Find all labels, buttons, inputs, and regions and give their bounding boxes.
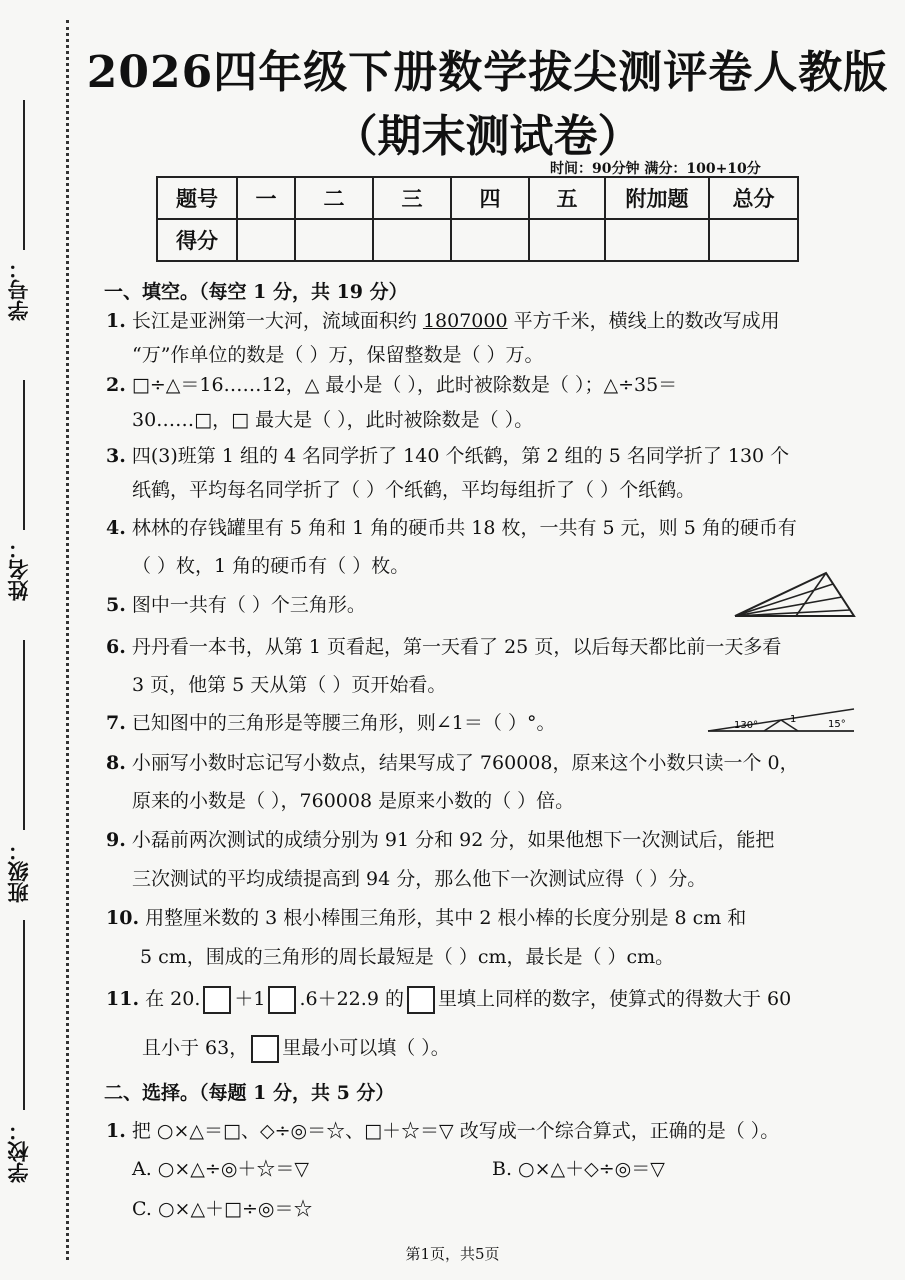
score-header-cell: 四 <box>451 177 529 219</box>
angle-label-130: 130° <box>734 720 759 731</box>
page-footer: 第1页，共5页 <box>405 1245 500 1263</box>
score-row-label: 得分 <box>157 219 237 261</box>
time-info: 时间：90分钟 满分：100+10分 <box>550 161 761 177</box>
q5-line1 <box>106 592 366 618</box>
score-input-cell[interactable] <box>237 219 295 261</box>
exam-subtitle: （期末测试卷） <box>333 111 642 162</box>
score-input-cell[interactable] <box>451 219 529 261</box>
q8-line1 <box>106 750 799 776</box>
q5-text: 图中一共有（ ）个三角形。 <box>131 594 366 616</box>
option-c[interactable]: C. ○×△＋□÷◎＝☆ <box>132 1198 313 1220</box>
s2-q1-line1 <box>106 1118 779 1144</box>
q1-underlined-number: 1807000 <box>422 310 508 332</box>
q11-text-b: ＋1 <box>234 988 266 1010</box>
binding-margin <box>0 0 80 1280</box>
q1-line2: “万”作单位的数是（ ）万，保留整数是（ ）万。 <box>132 344 544 366</box>
q11-text-c: .6＋22.9 的 <box>299 988 404 1010</box>
question-number: 3. <box>106 445 126 467</box>
class-line[interactable] <box>23 640 25 830</box>
score-header-cell: 一 <box>237 177 295 219</box>
q10-line2: 5 cm，围成的三角形的周长最短是（ ）cm，最长是（ ）cm。 <box>140 946 675 968</box>
q9-text: 小磊前两次测试的成绩分别为 91 分和 92 分，如果他想下一次测试后，能把 <box>131 829 775 851</box>
q11-line2 <box>142 1035 450 1063</box>
score-input-cell[interactable] <box>373 219 451 261</box>
q1-line1 <box>106 308 780 334</box>
question-number: 2. <box>106 374 126 396</box>
q8-line2: 原来的小数是（ ），760008 是原来小数的（ ）倍。 <box>132 790 575 812</box>
q7-text: 已知图中的三角形是等腰三角形，则∠1＝（ ）°。 <box>131 712 556 734</box>
triangles-figure <box>732 570 857 620</box>
section2-title: 二、选择。（每题 1 分，共 5 分） <box>104 1082 395 1104</box>
score-input-cell[interactable] <box>709 219 798 261</box>
q10-text: 用整厘米数的 3 根小棒围三角形，其中 2 根小棒的长度分别是 8 cm 和 <box>145 907 747 929</box>
angle-label-1: 1 <box>790 714 797 725</box>
q11-line1 <box>106 986 791 1014</box>
blank-box[interactable] <box>203 986 231 1014</box>
question-number: 4. <box>106 517 126 539</box>
school-label: 学校： <box>7 1120 31 1183</box>
student-id-line[interactable] <box>23 100 25 250</box>
q1-text-b: 平方千米，横线上的数改写成用 <box>507 310 780 332</box>
q11-text-a: 在 20. <box>145 988 201 1010</box>
q11-text-f: 里最小可以填（ ）。 <box>282 1037 450 1059</box>
q8-text: 小丽写小数时忘记写小数点，结果写成了 760008，原来这个小数只读一个 0， <box>131 752 799 774</box>
name-line[interactable] <box>23 380 25 530</box>
q4-line1 <box>106 515 797 541</box>
exam-title: 2026四年级下册数学拔尖测评卷人教版 <box>86 47 889 98</box>
section1-title: 一、填空。（每空 1 分，共 19 分） <box>104 281 408 303</box>
q4-line2: （ ）枚，1 角的硬币有（ ）枚。 <box>132 555 410 577</box>
class-label: 班级： <box>7 840 31 903</box>
q2-line2: 30……□，□ 最大是（ ），此时被除数是（ ）。 <box>132 409 534 431</box>
q11-text-e: 且小于 63， <box>142 1037 249 1059</box>
question-number: 11. <box>106 988 140 1010</box>
blank-box[interactable] <box>407 986 435 1014</box>
score-table-score-row <box>157 219 798 261</box>
q6-text: 丹丹看一本书，从第 1 页看起，第一天看了 25 页，以后每天都比前一天多看 <box>131 636 782 658</box>
option-a[interactable]: A. ○×△÷◎＋☆＝▽ <box>132 1158 310 1180</box>
q2-line1 <box>106 372 677 398</box>
q6-line2: 3 页，他第 5 天从第（ ）页开始看。 <box>132 674 447 696</box>
score-table-header-row <box>157 177 798 219</box>
score-input-cell[interactable] <box>529 219 605 261</box>
question-number: 1. <box>106 310 126 332</box>
q3-line2: 纸鹤，平均每名同学折了（ ）个纸鹤，平均每组折了（ ）个纸鹤。 <box>132 479 696 501</box>
option-b[interactable]: B. ○×△＋◇÷◎＝▽ <box>492 1158 665 1180</box>
q11-text-d: 里填上同样的数字，使算式的得数大于 60 <box>437 988 792 1010</box>
q9-line2: 三次测试的平均成绩提高到 94 分，那么他下一次测试应得（ ）分。 <box>132 868 707 890</box>
q4-text: 林林的存钱罐里有 5 角和 1 角的硬币共 18 枚，一共有 5 元，则 5 角的硬币有 <box>131 517 797 539</box>
name-label: 姓名： <box>7 538 31 601</box>
blank-box[interactable] <box>268 986 296 1014</box>
s2-q1-text: 把 ○×△＝□、◇÷◎＝☆、□＋☆＝▽ 改写成一个综合算式，正确的是（ ）。 <box>131 1120 780 1142</box>
score-input-cell[interactable] <box>605 219 709 261</box>
blank-box[interactable] <box>251 1035 279 1063</box>
question-number: 5. <box>106 594 126 616</box>
q3-line1 <box>106 443 789 469</box>
question-number: 7. <box>106 712 126 734</box>
angle-label-15: 15° <box>828 719 846 730</box>
cut-line <box>66 20 69 1260</box>
isosceles-angle-figure <box>706 706 856 736</box>
school-line[interactable] <box>23 920 25 1110</box>
q2-text: □÷△＝16……12，△ 最小是（ ），此时被除数是（ ）；△÷35＝ <box>131 374 678 396</box>
q3-text: 四(3)班第 1 组的 4 名同学折了 140 个纸鹤，第 2 组的 5 名同学折了 130 个 <box>131 445 790 467</box>
score-header-cell: 附加题 <box>605 177 709 219</box>
score-header-cell: 五 <box>529 177 605 219</box>
score-input-cell[interactable] <box>295 219 373 261</box>
score-header-cell: 三 <box>373 177 451 219</box>
question-number: 1. <box>106 1120 126 1142</box>
question-number: 8. <box>106 752 126 774</box>
score-table <box>156 176 799 262</box>
score-header-cell: 总分 <box>709 177 798 219</box>
q9-line1 <box>106 827 774 853</box>
student-id-label: 学号： <box>7 258 31 321</box>
q6-line1 <box>106 634 781 660</box>
q10-line1 <box>106 905 746 931</box>
score-header-cell: 二 <box>295 177 373 219</box>
q7-line1 <box>106 710 555 736</box>
question-number: 10. <box>106 907 140 929</box>
score-header-cell: 题号 <box>157 177 237 219</box>
question-number: 9. <box>106 829 126 851</box>
question-number: 6. <box>106 636 126 658</box>
q1-text-a: 长江是亚洲第一大河，流域面积约 <box>131 310 423 332</box>
